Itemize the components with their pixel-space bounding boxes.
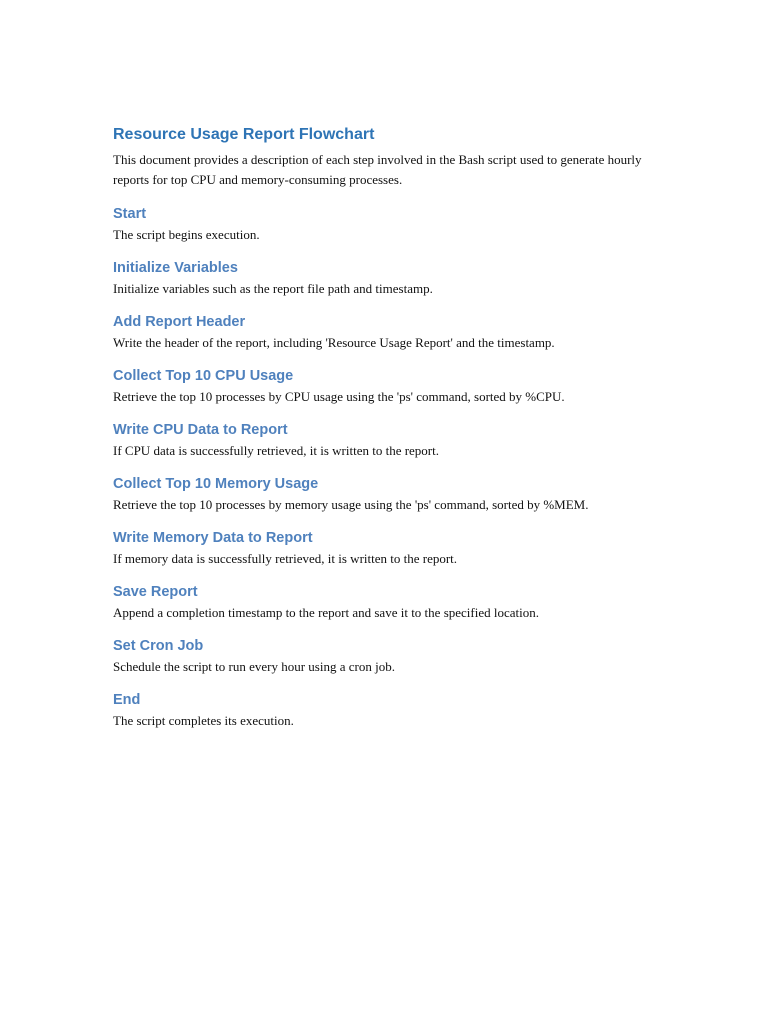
step-collect-cpu-usage (113, 366, 673, 406)
step-heading: Collect Top 10 Memory Usage (113, 476, 319, 492)
step-write-cpu-data (113, 420, 673, 460)
step-end (113, 690, 673, 730)
step-description: Retrieve the top 10 processes by CPU usage using the 'ps' command, sorted by %CPU. (113, 389, 565, 404)
step-description: Initialize variables such as the report file path and timestamp. (113, 281, 433, 296)
step-initialize-variables (113, 258, 673, 298)
step-add-report-header (113, 312, 673, 352)
document-page (113, 124, 673, 730)
step-save-report (113, 582, 673, 622)
step-heading: Add Report Header (113, 314, 246, 330)
document-title: Resource Usage Report Flowchart (113, 126, 375, 143)
document-intro: This document provides a description of each step involved in the Bash script used to generate hourly reports for top CPU and memory-consuming processes. (113, 152, 642, 187)
step-set-cron-job (113, 636, 673, 676)
step-description: The script begins execution. (113, 227, 260, 242)
step-start (113, 204, 673, 244)
step-heading: Start (113, 206, 147, 222)
step-description: Write the header of the report, including 'Resource Usage Report' and the timestamp. (113, 335, 555, 350)
step-description: The script completes its execution. (113, 713, 294, 728)
step-collect-memory-usage (113, 474, 673, 514)
step-description: Schedule the script to run every hour using a cron job. (113, 659, 395, 674)
step-description: If memory data is successfully retrieved, it is written to the report. (113, 551, 458, 566)
step-description: Append a completion timestamp to the report and save it to the specified location. (113, 605, 539, 620)
step-heading: Save Report (113, 584, 198, 600)
step-heading: Collect Top 10 CPU Usage (113, 368, 294, 384)
step-heading: End (113, 692, 141, 708)
step-write-memory-data (113, 528, 673, 568)
step-heading: Write Memory Data to Report (113, 530, 313, 546)
step-description: If CPU data is successfully retrieved, it is written to the report. (113, 443, 440, 458)
step-heading: Write CPU Data to Report (113, 422, 288, 438)
step-description: Retrieve the top 10 processes by memory usage using the 'ps' command, sorted by %MEM. (113, 497, 589, 512)
step-heading: Set Cron Job (113, 638, 204, 654)
step-heading: Initialize Variables (113, 260, 238, 276)
